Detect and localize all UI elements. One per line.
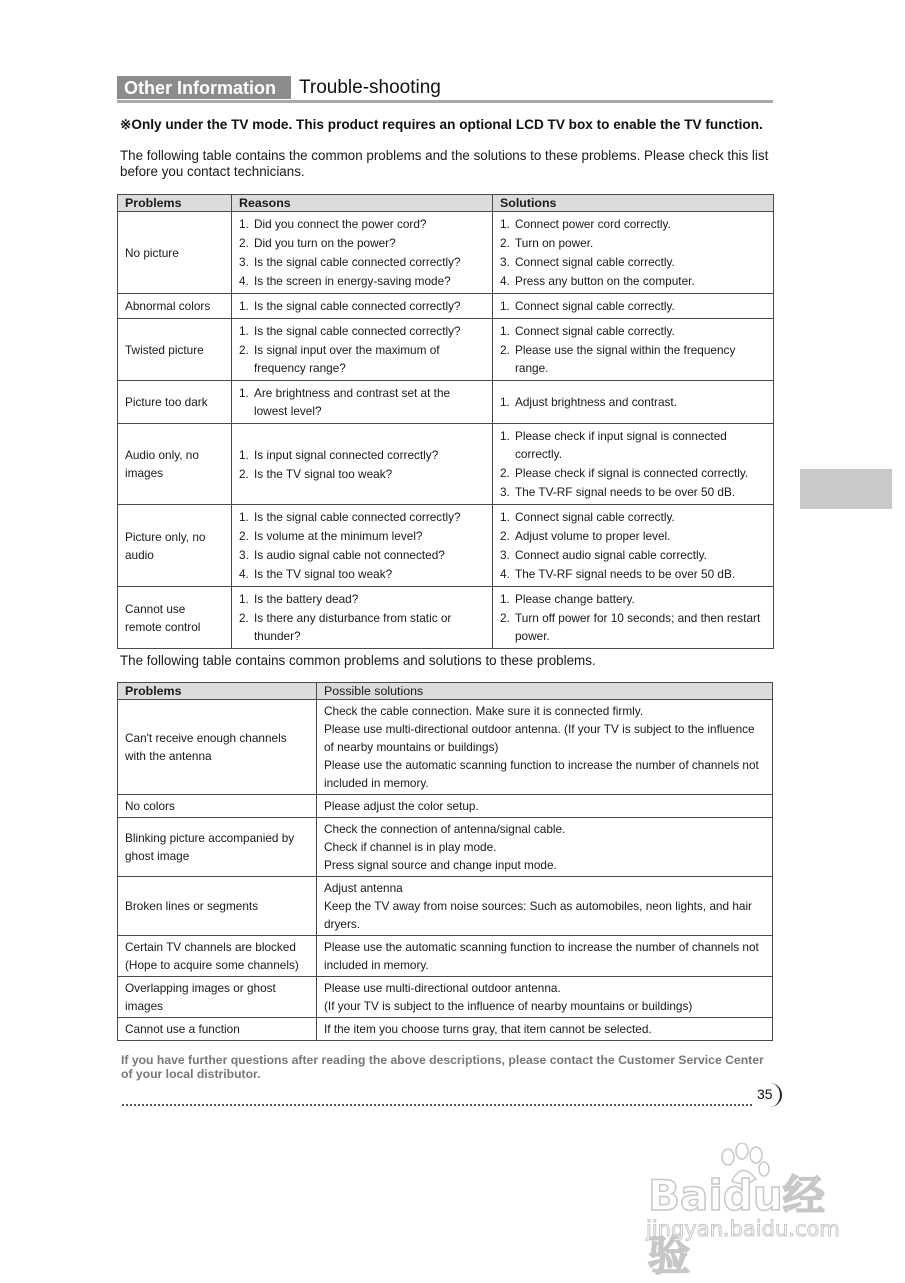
item-number: 2. [500,343,510,357]
list-item [239,322,485,340]
list-item [500,590,766,608]
item-text: Is the signal cable connected correctly? [254,299,461,313]
numbered-list [239,322,485,377]
item-text: Please use the signal within the frequency range. [515,343,736,375]
numbered-list [239,215,485,290]
list-item [239,590,485,608]
item-number: 2. [500,466,510,480]
item-text: Is signal input over the maximum of frequency range? [254,343,440,375]
item-text: Please change battery. [515,592,635,606]
solutions-cell [493,381,774,424]
list-item [239,446,485,464]
list-item [239,297,485,315]
item-number: 2. [239,529,249,543]
list-item [500,322,766,340]
list-item [239,272,485,290]
list-item [500,483,766,501]
solutions-cell [493,424,774,505]
item-text: Connect signal cable correctly. [515,255,675,269]
solutions-cell [493,294,774,319]
dotted-leader [122,1094,752,1106]
item-text: Is the signal cable connected correctly? [254,510,461,524]
solution-line: (If your TV is subject to the influence of nearby mountains or buildings) [324,999,693,1013]
list-item [239,465,485,483]
intro-paragraph: The following table contains the common problems and the solutions to these problems. Please check this list before you contact technicians. [120,148,769,179]
problem-cell: Abnormal colors [118,294,232,319]
page-title: Trouble-shooting [299,77,441,98]
item-number: 1. [239,217,249,231]
list-item [239,215,485,233]
list-item [500,427,766,463]
item-number: 1. [500,395,510,409]
list-item [500,546,766,564]
item-text: Connect signal cable correctly. [515,510,675,524]
watermark-url: jingyan.baidu.com [646,1217,840,1241]
list-item [500,272,766,290]
possible-solutions-table [117,682,773,1041]
tv-mode-notice: ※Only under the TV mode. This product requires an optional LCD TV box to enable the TV function. [120,117,763,132]
page-bracket [770,1083,782,1107]
item-text: Are brightness and contrast set at the lowest level? [254,386,451,418]
list-item [239,253,485,271]
reasons-cell [232,212,493,294]
item-text: Adjust brightness and contrast. [515,395,677,409]
table-row [118,936,773,977]
problem-cell: Picture only, no audio [118,505,232,587]
item-text: Is the screen in energy-saving mode? [254,274,451,288]
item-text: Connect signal cable correctly. [515,299,675,313]
problem-cell: Overlapping images or ghost images [118,977,317,1018]
item-text: Press any button on the computer. [515,274,695,288]
table-row [118,294,774,319]
numbered-list [500,508,766,583]
item-number: 1. [239,447,249,462]
solution-line: Please use multi-directional outdoor antenna. [324,981,561,995]
numbered-list [500,590,766,645]
item-text: Connect audio signal cable correctly. [515,548,707,562]
item-text: Turn on power. [515,236,594,250]
item-number: 3. [500,255,510,269]
problem-cell: Blinking picture accompanied by ghost image [118,818,317,877]
list-item [239,508,485,526]
section-header [117,76,773,103]
reasons-cell [232,505,493,587]
column-header: Reasons [232,195,493,212]
solutions-cell [317,877,773,936]
problem-cell: Certain TV channels are blocked (Hope to acquire some channels) [118,936,317,977]
item-number: 4. [500,567,510,581]
solutions-cell [493,505,774,587]
item-number: 2. [239,343,249,357]
item-number: 1. [239,299,249,313]
solution-line: Please use multi-directional outdoor antenna. (If your TV is subject to the influence of nearby mountains or buildings) [324,722,755,754]
item-number: 3. [239,255,249,269]
reasons-cell [232,381,493,424]
table-row [118,700,773,795]
numbered-list [239,297,485,315]
item-number: 1. [500,324,510,338]
item-number: 4. [239,567,249,581]
item-text: Is the signal cable connected correctly? [254,255,461,269]
item-number: 1. [239,510,249,524]
problem-cell: Picture too dark [118,381,232,424]
solution-line: Please adjust the color setup. [324,799,479,813]
numbered-list [500,393,766,411]
numbered-list [239,384,485,420]
item-number: 2. [500,236,510,250]
item-text: The TV-RF signal needs to be over 50 dB. [515,567,736,581]
list-item [500,297,766,315]
list-item [500,508,766,526]
reasons-cell [232,424,493,505]
item-text: Connect signal cable correctly. [515,324,675,338]
table-row [118,505,774,587]
solutions-cell [493,212,774,294]
problem-cell: No picture [118,212,232,294]
problem-cell: Cannot use remote control [118,587,232,649]
item-text: Is the battery dead? [254,592,359,606]
item-number: 1. [500,299,510,313]
list-item [239,341,485,377]
item-number: 4. [239,274,249,288]
solution-line: Adjust antenna [324,881,403,895]
column-header: Possible solutions [317,683,773,700]
table-row [118,877,773,936]
list-item [239,527,485,545]
list-item [500,234,766,252]
table-row [118,1018,773,1041]
numbered-list [239,508,485,583]
table-row [118,381,774,424]
item-text: Is volume at the minimum level? [254,529,423,543]
item-number: 1. [239,592,249,606]
item-number: 1. [500,217,510,231]
list-item [239,565,485,583]
item-number: 2. [239,466,249,481]
numbered-list [500,322,766,377]
problem-cell: Broken lines or segments [118,877,317,936]
item-text: Is the TV signal too weak? [254,466,393,481]
item-number: 2. [239,611,249,625]
item-number: 4. [500,274,510,288]
solution-line: Check the cable connection. Make sure it is connected firmly. [324,704,644,718]
solution-line: Please use the automatic scanning function to increase the number of channels not included in memory. [324,940,759,972]
item-text: Is audio signal cable not connected? [254,548,445,562]
item-text: Did you turn on the power? [254,236,396,250]
column-header: Problems [118,683,317,700]
problem-cell: Can't receive enough channels with the antenna [118,700,317,795]
item-number: 2. [500,529,510,543]
reasons-cell [232,319,493,381]
numbered-list [239,590,485,645]
item-number: 2. [500,611,510,625]
solution-line: Please use the automatic scanning function to increase the number of channels not included in memory. [324,758,759,790]
item-text: Is the TV signal too weak? [254,567,393,581]
item-number: 1. [239,324,249,338]
item-number: 1. [500,429,510,443]
table-row [118,212,774,294]
solution-line: If the item you choose turns gray, that item cannot be selected. [324,1022,652,1036]
column-header: Solutions [493,195,774,212]
item-text: Adjust volume to proper level. [515,529,671,543]
item-text: Is the signal cable connected correctly? [254,324,461,338]
page-number: 35 [757,1086,773,1102]
solution-line: Keep the TV away from noise sources: Such as automobiles, neon lights, and hair dryers. [324,899,752,931]
table-header-row [118,683,773,700]
list-item [500,253,766,271]
item-number: 1. [500,592,510,606]
reasons-cell [232,294,493,319]
solutions-cell [493,319,774,381]
troubleshooting-table [117,194,774,649]
item-text: Is there any disturbance from static or thunder? [254,611,452,643]
footer-note: If you have further questions after reading the above descriptions, please contact the Customer Service Center of your local distributor. [121,1053,764,1081]
item-number: 3. [239,548,249,562]
item-number: 1. [500,510,510,524]
solution-line: Check if channel is in play mode. [324,840,497,854]
solutions-cell [317,700,773,795]
item-number: 2. [239,236,249,250]
solutions-cell [317,1018,773,1041]
chapter-tab [800,469,892,509]
table-row [118,795,773,818]
list-item [500,393,766,411]
baidu-watermark [644,1143,864,1280]
numbered-list [500,297,766,315]
solution-line: Check the connection of antenna/signal cable. [324,822,566,836]
table-row [118,818,773,877]
list-item [500,464,766,482]
solutions-cell [317,818,773,877]
table-header-row [118,195,774,212]
list-item [239,546,485,564]
table-row [118,977,773,1018]
item-text: Connect power cord correctly. [515,217,671,231]
numbered-list [239,446,485,483]
item-text: Please check if signal is connected correctly. [515,466,749,480]
list-item [500,609,766,645]
item-number: 3. [500,548,510,562]
solutions-cell [317,977,773,1018]
intro-paragraph-2: The following table contains common problems and solutions to these problems. [120,653,596,668]
solution-line: Press signal source and change input mode. [324,858,557,872]
table-row [118,319,774,381]
item-number: 1. [239,386,249,400]
list-item [239,609,485,645]
list-item [500,565,766,583]
item-text: Is input signal connected correctly? [254,447,439,462]
column-header: Problems [118,195,232,212]
numbered-list [500,215,766,290]
solutions-cell [493,587,774,649]
problem-cell: Cannot use a function [118,1018,317,1041]
list-item [239,384,485,420]
list-item [500,215,766,233]
list-item [239,234,485,252]
solutions-cell [317,795,773,818]
item-text: The TV-RF signal needs to be over 50 dB. [515,485,736,499]
solutions-cell [317,936,773,977]
section-label: Other Information [117,76,291,99]
reasons-cell [232,587,493,649]
item-number: 3. [500,485,510,499]
item-text: Did you connect the power cord? [254,217,427,231]
problem-cell: Twisted picture [118,319,232,381]
watermark-logo: Baidu经验 [648,1171,825,1280]
list-item [500,527,766,545]
numbered-list [500,427,766,501]
item-text: Turn off power for 10 seconds; and then restart power. [515,611,761,643]
problem-cell: Audio only, no images [118,424,232,505]
list-item [500,341,766,377]
table-row [118,587,774,649]
table-row [118,424,774,505]
problem-cell: No colors [118,795,317,818]
item-text: Please check if input signal is connected correctly. [515,429,727,461]
